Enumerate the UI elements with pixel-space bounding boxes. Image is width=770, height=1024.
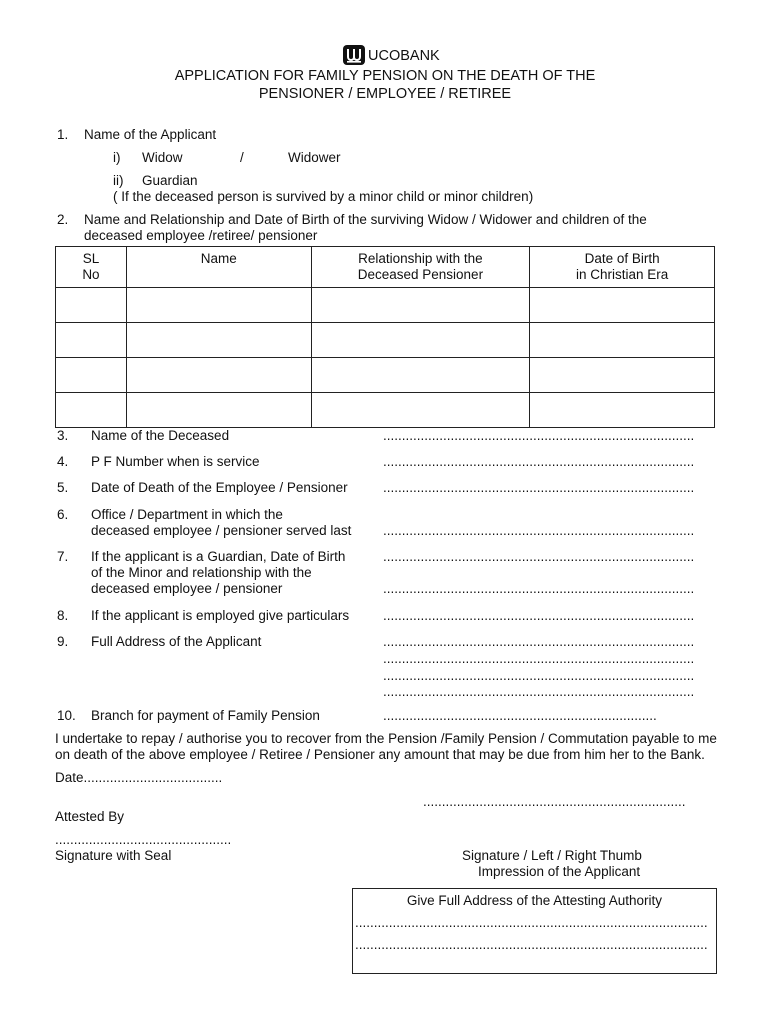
signature-with-seal-label: Signature with Seal [55,848,172,863]
office-department-input[interactable]: ................................................................................... [383,523,695,538]
field9-label: Full Address of the Applicant [91,634,262,649]
field7-line2: of the Minor and relationship with the [91,565,312,580]
guardian-minor-relationship-input[interactable]: ................................................................................... [383,581,695,596]
field5-label: Date of Death of the Employee / Pensioner [91,480,348,495]
cell-dob[interactable] [530,393,715,428]
address-line1-input[interactable]: ................................................................................... [383,634,695,649]
field8-number: 8. [57,608,69,623]
item1-opt-i-number: i) [113,150,121,165]
cell-sl[interactable] [56,358,127,393]
table-row [56,323,715,358]
date-of-death-input[interactable]: ................................................................................... [383,480,695,495]
cell-name[interactable] [126,323,311,358]
col-header-sl: SL No [56,247,127,288]
cell-name[interactable] [126,393,311,428]
undertaking-line2: on death of the above employee / Retiree / Pensioner any amount that may be due from him her to the Bank. [55,747,705,762]
option-separator: / [240,150,244,165]
thumb-impression-line2: Impression of the Applicant [478,864,641,879]
guardian-minor-dob-input[interactable]: ................................................................................... [383,549,695,564]
cell-sl[interactable] [56,288,127,323]
field10-label: Branch for payment of Family Pension [91,708,320,723]
branch-input[interactable]: ......................................................................... [383,708,657,723]
item2-line1: Name and Relationship and Date of Birth of the surviving Widow / Widower and children of the [84,212,647,227]
undertaking-line1: I undertake to repay / authorise you to recover from the Pension /Family Pension / Commutation payable to me [55,731,717,746]
field6-number: 6. [57,507,69,522]
thumb-impression-line1: Signature / Left / Right Thumb [462,848,642,863]
form-title-line2: PENSIONER / EMPLOYEE / RETIREE [258,86,512,102]
cell-name[interactable] [126,288,311,323]
field10-number: 10. [57,708,76,723]
table-row [56,358,715,393]
address-line2-input[interactable]: ................................................................................... [383,651,695,666]
cell-dob[interactable] [530,358,715,393]
item1-label: Name of the Applicant [84,127,217,142]
col-header-relationship: Relationship with the Deceased Pensioner [311,247,530,288]
field3-number: 3. [57,428,69,443]
field4-number: 4. [57,454,69,469]
option-guardian[interactable]: Guardian [142,173,198,188]
col-header-dob: Date of Birth in Christian Era [530,247,715,288]
field7-line1: If the applicant is a Guardian, Date of Birth [91,549,346,564]
attesting-address-line2[interactable]: .............................................................................................. [355,937,708,952]
deceased-name-input[interactable]: ................................................................................... [383,428,695,443]
cell-dob[interactable] [530,288,715,323]
item1-number: 1. [57,127,69,142]
survivors-table [55,246,715,428]
col-header-name: Name [126,247,311,288]
cell-sl[interactable] [56,323,127,358]
attested-by-label: Attested By [55,809,125,824]
cell-relationship[interactable] [311,358,530,393]
cell-name[interactable] [126,358,311,393]
applicant-signature-line[interactable]: ...................................................................... [423,794,686,809]
attester-signature-line[interactable]: ............................................... [55,832,232,847]
field3-label: Name of the Deceased [91,428,230,443]
cell-sl[interactable] [56,393,127,428]
table-row [56,393,715,428]
attesting-authority-title: Give Full Address of the Attesting Authority [406,893,663,908]
cell-relationship[interactable] [311,288,530,323]
attesting-address-line1[interactable]: .............................................................................................. [355,915,708,930]
field7-number: 7. [57,549,69,564]
item2-number: 2. [57,212,69,227]
option-widower[interactable]: Widower [288,150,341,165]
table-header-row [56,247,715,288]
field4-label: P F Number when is service [91,454,260,469]
field7-line3: deceased employee / pensioner [91,581,283,596]
bank-name: UCOBANK [368,48,440,64]
address-line4-input[interactable]: ................................................................................... [383,684,695,699]
item2-line2: deceased employee /retiree/ pensioner [84,228,318,243]
guardian-note: ( If the deceased person is survived by a minor child or minor children) [113,189,534,204]
field9-number: 9. [57,634,69,649]
employment-particulars-input[interactable]: ................................................................................... [383,608,695,623]
date-field[interactable]: Date..................................... [55,770,223,785]
pf-number-input[interactable]: ................................................................................... [383,454,695,469]
table-row [56,288,715,323]
uco-bank-logo-icon [343,45,365,65]
cell-relationship[interactable] [311,393,530,428]
attesting-authority-box [352,888,717,974]
address-line3-input[interactable]: ................................................................................... [383,668,695,683]
cell-dob[interactable] [530,323,715,358]
item1-opt-ii-number: ii) [113,173,124,188]
form-title-line1: APPLICATION FOR FAMILY PENSION ON THE DEATH OF THE [174,68,596,84]
cell-relationship[interactable] [311,323,530,358]
field6-line2: deceased employee / pensioner served last [91,523,352,538]
field8-label: If the applicant is employed give particulars [91,608,350,623]
field5-number: 5. [57,480,69,495]
option-widow[interactable]: Widow [142,150,183,165]
field6-line1: Office / Department in which the [91,507,283,522]
